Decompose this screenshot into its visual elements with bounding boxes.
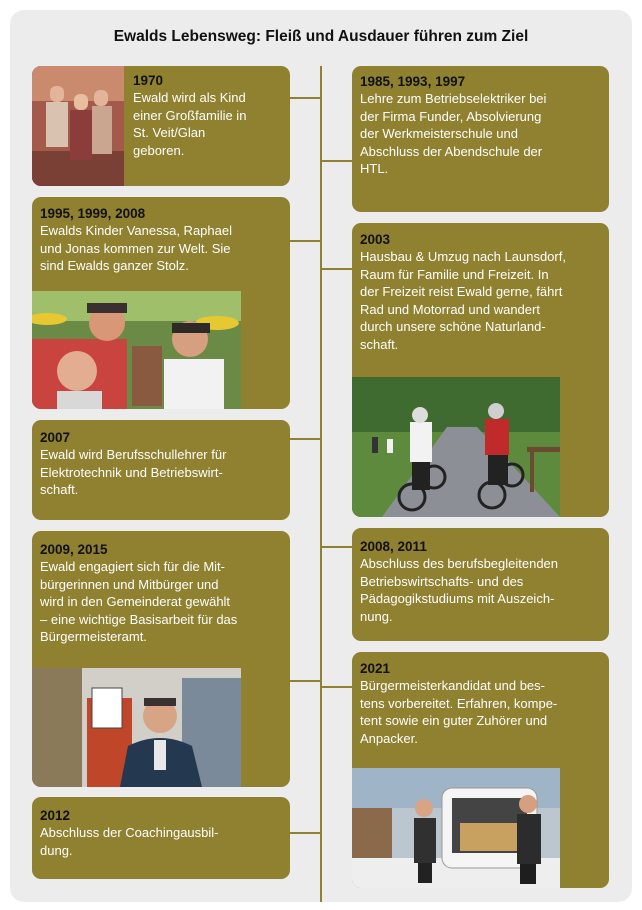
page-title: Ewalds Lebensweg: Fleiß und Ausdauer führen zum Ziel bbox=[113, 28, 529, 45]
event-text-line: – eine wichtige Basisarbeit für das bbox=[40, 611, 238, 627]
event-text-line: nung. bbox=[360, 608, 393, 624]
event-card-2008 bbox=[352, 528, 609, 641]
event-text-line: tens vorbereitet. Erfahren, kompe- bbox=[360, 695, 558, 711]
event-text-line: Abschluss des berufsbegleitenden bbox=[360, 556, 559, 571]
event-year: 2021 bbox=[360, 661, 391, 676]
cycling-photo bbox=[352, 377, 560, 517]
event-text-line: Abschluss der Abendschule der bbox=[360, 143, 543, 159]
event-text-line: Betriebswirtschafts- und des bbox=[360, 573, 524, 589]
event-year: 1995, 1999, 2008 bbox=[40, 206, 146, 221]
event-year: 2009, 2015 bbox=[40, 542, 108, 557]
event-text-line: schaft. bbox=[40, 482, 79, 497]
timeline-tick bbox=[321, 160, 352, 162]
event-year: 2003 bbox=[360, 232, 391, 247]
event-card-1995 bbox=[32, 197, 290, 409]
timeline-tick bbox=[290, 438, 321, 440]
event-text-line: wird in den Gemeinderat gewählt bbox=[40, 594, 231, 609]
event-text-line: der Freizeit reist Ewald gerne, fährt bbox=[360, 284, 563, 299]
event-text-line: der Firma Funder, Absolvierung bbox=[360, 108, 542, 124]
event-text-line: Raum für Familie und Freizeit. In bbox=[360, 266, 549, 282]
event-text-line: Ewald wird als Kind bbox=[133, 90, 246, 105]
timeline-axis bbox=[320, 66, 322, 902]
event-text-line: durch unsere schöne Naturland- bbox=[360, 319, 546, 334]
timeline-tick bbox=[290, 680, 321, 682]
event-text-line: Lehre zum Betriebselektriker bei bbox=[360, 91, 547, 106]
event-text-line: Bürgermeisterkandidat und bes- bbox=[360, 678, 545, 693]
event-card-2009 bbox=[32, 531, 290, 787]
event-text-line: St. Veit/Glan bbox=[133, 125, 206, 140]
event-year: 1985, 1993, 1997 bbox=[360, 74, 466, 89]
timeline-tick bbox=[321, 268, 352, 270]
event-text-line: dung. bbox=[40, 842, 73, 858]
event-card-2003 bbox=[352, 223, 609, 517]
family-photo bbox=[32, 291, 241, 409]
event-text-line: Ewald engagiert sich für die Mit- bbox=[40, 559, 225, 574]
event-card-2012 bbox=[32, 797, 290, 879]
timeline-tick bbox=[290, 97, 321, 99]
event-text-line: einer Großfamilie in bbox=[133, 107, 247, 123]
event-text-line: Ewalds Kinder Vanessa, Raphael bbox=[40, 223, 232, 238]
event-year: 2007 bbox=[40, 430, 71, 445]
event-year: 1970 bbox=[133, 73, 164, 88]
event-text-line: der Werkmeisterschule und bbox=[360, 126, 518, 141]
event-text-line: schaft. bbox=[360, 336, 399, 352]
event-text-line: Ewald wird Berufsschullehrer für bbox=[40, 447, 227, 462]
event-text-line: Anpacker. bbox=[360, 730, 418, 746]
event-text-line: geboren. bbox=[133, 142, 185, 158]
event-year: 2008, 2011 bbox=[360, 539, 427, 554]
event-text-line: und Jonas kommen zur Welt. Sie bbox=[40, 240, 231, 256]
timeline-tick bbox=[321, 686, 352, 688]
event-text-line: bürgerinnen und Mitbürger und bbox=[40, 576, 219, 592]
event-text-line: Pädagogikstudiums mit Auszeich- bbox=[360, 591, 555, 606]
event-text-line: Rad und Motorrad und wandert bbox=[360, 301, 540, 317]
event-text-line: Abschluss der Coachingausbil- bbox=[40, 825, 219, 840]
timeline-tick bbox=[321, 546, 352, 548]
childhood-photo bbox=[32, 66, 124, 186]
candidate-photo bbox=[352, 768, 560, 888]
event-text-line: tent sowie ein guter Zuhörer und bbox=[360, 713, 548, 728]
event-text-line: Elektrotechnik und Betriebswirt- bbox=[40, 464, 223, 480]
timeline-tick bbox=[290, 240, 321, 242]
event-card-2021 bbox=[352, 652, 609, 888]
event-card-2007 bbox=[32, 420, 290, 520]
council-photo bbox=[32, 668, 241, 787]
event-text-line: Bürgermeisteramt. bbox=[40, 629, 147, 644]
event-text-line: HTL. bbox=[360, 161, 389, 176]
timeline-tick bbox=[290, 832, 321, 834]
event-card-1970 bbox=[32, 66, 290, 186]
event-card-1985 bbox=[352, 66, 609, 212]
event-text-line: Hausbau & Umzug nach Launsdorf, bbox=[360, 249, 566, 264]
event-text-line: sind Ewalds ganzer Stolz. bbox=[40, 258, 189, 273]
event-year: 2012 bbox=[40, 808, 71, 823]
